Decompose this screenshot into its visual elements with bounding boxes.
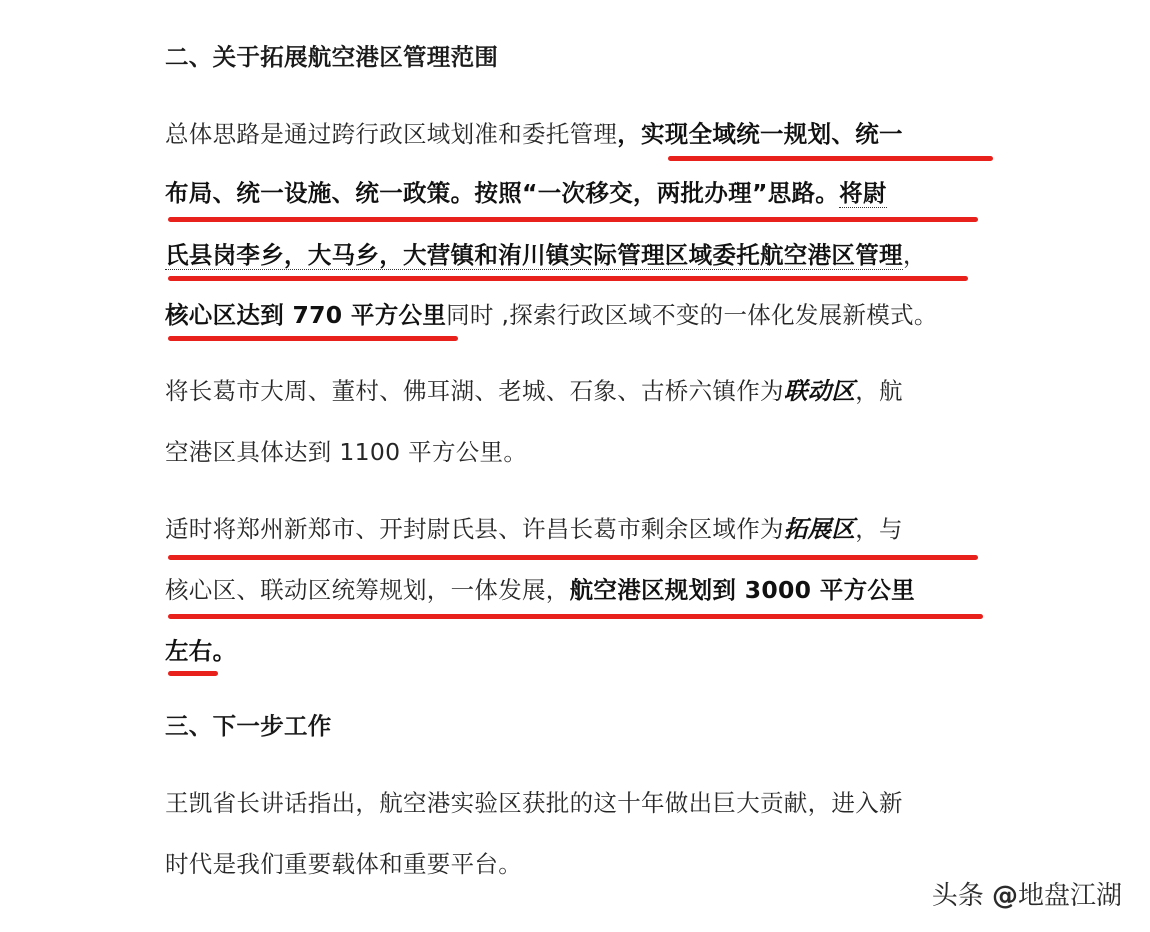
paragraph-line	[165, 513, 903, 545]
red-underline	[668, 156, 993, 161]
watermark-account: 地盘江湖	[1017, 881, 1122, 911]
bold-text: 航空港区规划到 3000 平方公里	[569, 576, 915, 604]
section-heading: 三、下一步工作	[165, 712, 332, 740]
text: 将长葛市大周、董村、佛耳湖、老城、石象、古桥六镇作为	[165, 377, 784, 405]
bold-italic-text: 联动区	[783, 377, 856, 405]
at-sign: @	[991, 881, 1018, 911]
text: 王凯省长讲话指出，航空港实验区获批的这十年做出巨大贡献，进入新	[165, 789, 903, 817]
bold-italic-text: 拓展区	[783, 515, 856, 543]
red-underline	[168, 614, 983, 619]
section-heading: 二、关于拓展航空港区管理范围	[165, 43, 499, 71]
text: ，	[902, 241, 927, 269]
paragraph-line	[165, 635, 236, 667]
bold-text: 将尉	[839, 179, 887, 207]
paragraph-line	[165, 574, 915, 606]
text: ，航	[855, 377, 903, 405]
text: 同时 ,探索行政区域不变的一体化发展新模式。	[446, 301, 938, 329]
bold-text: ，实现全域统一规划、统一	[617, 120, 903, 148]
text: 空港区具体达到 1100 平方公里。	[165, 438, 528, 466]
bold-text: 核心区达到 770 平方公里	[165, 301, 447, 329]
text: ，与	[855, 515, 903, 543]
paragraph-line	[165, 299, 938, 331]
red-underline	[168, 276, 968, 281]
red-underline	[168, 671, 218, 676]
red-underline	[168, 217, 978, 222]
text: 时代是我们重要载体和重要平台。	[165, 850, 522, 878]
text: 总体思路是通过跨行政区域划准和委托管理	[165, 120, 618, 148]
bold-text: 布局、统一设施、统一政策。按照“一次移交，两批办理”思路。	[165, 179, 840, 207]
text: 适时将郑州新郑市、开封尉氏县、许昌长葛市剩余区域作为	[165, 515, 784, 543]
bold-text: 氏县岗李乡，大马乡，大营镇和洧川镇实际管理区域委托航空港区管理	[165, 241, 903, 269]
red-underline	[168, 555, 978, 560]
paragraph-line	[165, 177, 887, 209]
paragraph-line	[165, 436, 527, 468]
bold-text: 左右。	[165, 637, 237, 665]
paragraph-line	[165, 787, 903, 819]
watermark-brand: 头条	[931, 881, 984, 911]
paragraph-line	[165, 375, 903, 407]
paragraph-line	[165, 118, 903, 150]
paragraph-line	[165, 848, 522, 880]
red-underline	[168, 336, 458, 341]
paragraph-line	[165, 239, 927, 271]
watermark	[932, 875, 1122, 912]
text: 核心区、联动区统筹规划，一体发展，	[165, 576, 570, 604]
